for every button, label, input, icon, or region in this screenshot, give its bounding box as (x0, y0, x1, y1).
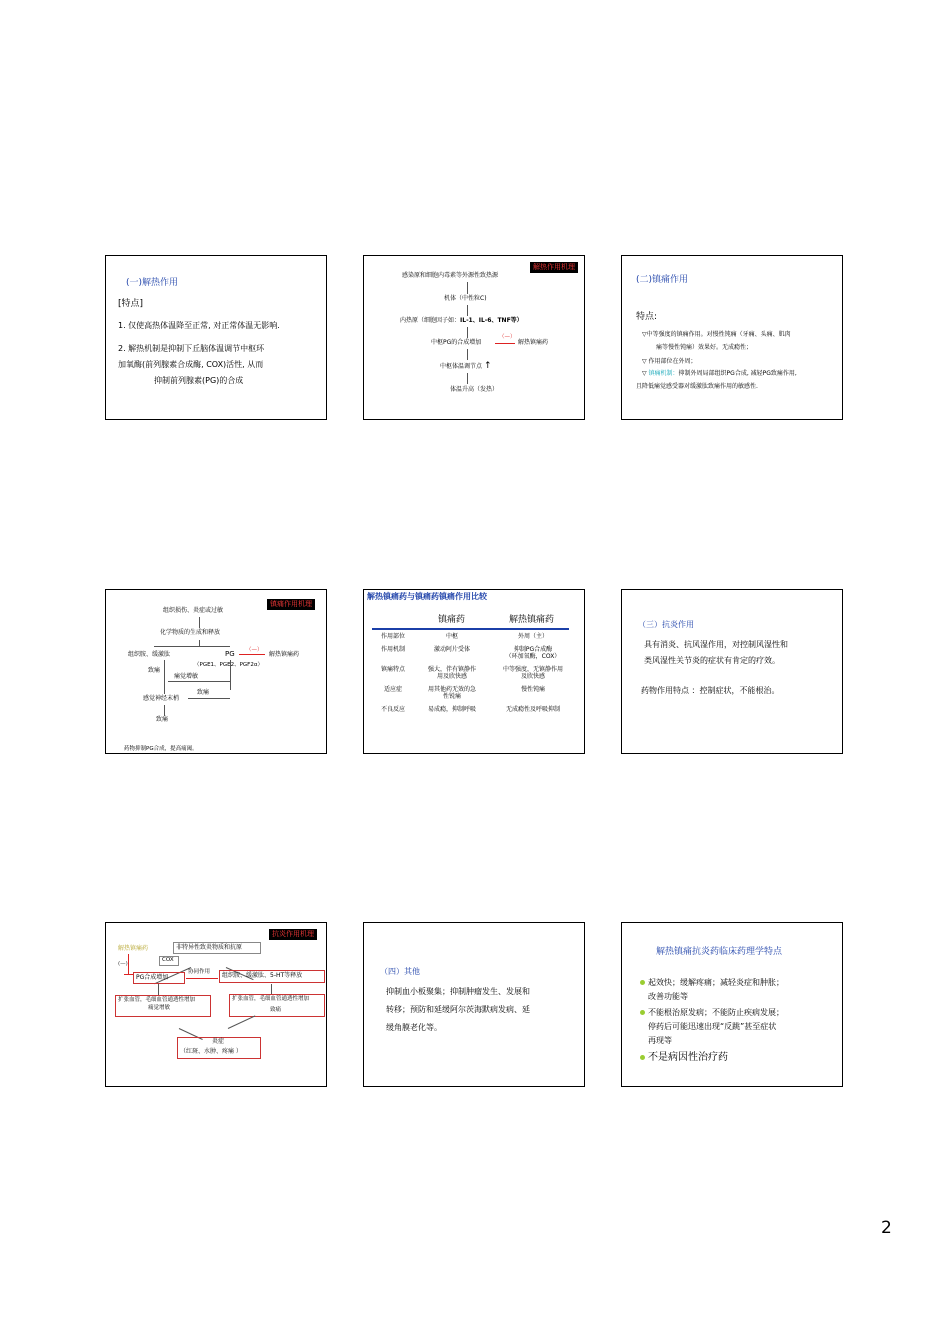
slide-analgesic (621, 255, 843, 420)
inhibit-arrow (239, 654, 265, 655)
arrow-line (164, 705, 165, 716)
cell-opioid: 中枢 (445, 633, 458, 640)
cytokines: IL-1、IL-6、TNF等） (460, 317, 523, 324)
node-nerve-ending: 感觉神经末梢 (143, 695, 180, 702)
slide-title: （四）其他 (380, 967, 420, 976)
pain-label-2: 致痛 (197, 689, 210, 696)
bullet-1 (640, 977, 784, 988)
slide-title: (一)解热作用 (126, 278, 179, 288)
table-row (372, 644, 576, 664)
inhibit-mark: （—） (246, 647, 263, 653)
point-1: 1. 仅使高热体温降至正常, 对正常体温无影响. (118, 321, 280, 330)
bullet-2: ▽ 作用部位在外周； (642, 358, 697, 365)
slide-other-effects (363, 922, 585, 1087)
point-2-line3: 抑制前列腺素(PG)的合成 (154, 376, 244, 385)
row-label: 镇痛特点 (380, 666, 405, 673)
arrow-line (199, 617, 200, 628)
inhibit-line (128, 954, 129, 974)
row-label: 适应症 (383, 686, 402, 693)
cell-opioid: 强大，伴有镇静作 用及欣快感 (427, 666, 476, 680)
node-pain: 致痛 (156, 716, 169, 723)
synergy-arrow (186, 978, 218, 979)
arrow-line (164, 660, 165, 694)
bullet-3-text: 不是病因性治疗药 (648, 1052, 728, 1063)
branch-line (154, 646, 230, 647)
arrow-line (228, 1015, 256, 1029)
bullet-dot-icon (640, 1010, 645, 1015)
node-pg: PG合成增加 (136, 974, 169, 981)
para-2: 药物作用特点 ：控制症状，不能根治。 (641, 686, 780, 695)
cell-opioid: 易成瘾，抑制呼吸 (427, 706, 476, 713)
comparison-table (372, 631, 576, 717)
para-1-line2: 类风湿性关节炎的症状有肯定的疗效。 (644, 656, 780, 665)
page-number: 2 (881, 1218, 892, 1238)
cox-label: COX (162, 957, 174, 963)
point-2-line2: 加氧酶(前列腺素合成酶, COX)活性, 从而 (118, 360, 264, 369)
pg-types-alpha: α (253, 662, 258, 668)
bullet-1-line1: 起效快；缓解疼痛；减轻炎症和肿胀； (648, 978, 784, 987)
footnote: 药物抑制PG合成，提高痛阈。 (124, 746, 198, 752)
row-label: 作用部位 (380, 633, 405, 640)
effect-1-line1: 扩张血管，毛细血管通透性增加 (118, 997, 196, 1003)
drug-label: 解热镇痛药 (269, 651, 300, 658)
node-histamine: 组织胺、缓激肽 (128, 651, 171, 658)
comparison-table-body (372, 631, 576, 717)
slide-anti-inflammatory-mechanism (105, 922, 327, 1087)
node-pg: PG (225, 650, 235, 658)
node-mediators-text: 组织胺、缓激肽、5-HT等释放 (222, 972, 303, 979)
bullet-3-line1 (642, 370, 797, 378)
line-3: 缓角膜老化等。 (386, 1023, 442, 1032)
cell-opioid: 激动阿片受体 (433, 646, 470, 653)
effect-2-line2: 致痛 (270, 1007, 282, 1013)
drug-label: 解热镇痛药 (518, 339, 549, 346)
bullet-3-line2: 且降低痛觉感受器对缓激肽致痛作用的敏感性. (636, 383, 758, 390)
slide-title: （三）抗炎作用 (638, 620, 694, 629)
para-1-line1: 具有消炎、抗风湿作用，对控制风湿性和 (644, 640, 788, 649)
point-2-line1: 2. 解热机制是抑制下丘脑体温调节中枢环 (118, 344, 265, 353)
slide-anti-inflammatory (621, 589, 843, 754)
node-set-point-text: 中枢体温调节点 (440, 363, 483, 370)
pain-label-1: 致痛 (148, 667, 161, 674)
mechanism-tag: 抗炎作用机理 (269, 929, 317, 940)
slide-title: 解热镇痛抗炎药临床药理学特点 (656, 947, 783, 957)
slide-clinical-features (621, 922, 843, 1087)
cell-nsaid: 外周（主） (517, 633, 548, 640)
up-arrow-icon: ↑ (483, 361, 492, 371)
slide-title: 解热镇痛药与镇痛药镇痛作用比较 (367, 592, 487, 601)
table-row (372, 664, 576, 684)
table-row (372, 631, 576, 644)
bullet-2-line2: 停药后可能迅速出现“反跳”甚至症状 (648, 1022, 777, 1031)
cell-nsaid: 抑制PG合成酶 （环加氧酶，COX） (505, 646, 561, 660)
arrow-line (467, 282, 468, 294)
cell-nsaid: 慢性钝痛 (520, 686, 545, 693)
column-header-opioid: 镇痛药 (438, 615, 466, 625)
arrow-line (158, 984, 159, 995)
effect-1-line2: 痛觉增敏 (148, 1005, 171, 1011)
bullet-3-symbol: ▽ (642, 370, 649, 377)
bullet-1-line1: ▽中等强度的镇痛作用。对慢性钝痛（牙痛、头痛、肌肉 (642, 331, 791, 338)
slide-antipyretic (105, 255, 327, 420)
bullet-dot-icon (640, 980, 645, 985)
mechanism-tag: 镇痛作用机理 (267, 599, 315, 610)
slide-analgesic-mechanism (105, 589, 327, 754)
table-row (372, 684, 576, 704)
bullet-dot-icon (640, 1055, 645, 1060)
effect-2-line1: 扩张血管，毛细血管通透性增加 (232, 996, 310, 1002)
arrow-line (467, 349, 468, 360)
arrow-line (230, 660, 231, 690)
inhibit-mark: （—） (499, 334, 516, 340)
row-label: 不良反应 (380, 706, 405, 713)
node-central-pg: 中枢PG的合成增加 (431, 339, 482, 346)
bullet-2 (640, 1007, 784, 1018)
arrow-line (467, 305, 468, 316)
synergy-label: 协同作用 (188, 969, 211, 975)
sensitization-label: 痛觉增敏 (174, 673, 199, 680)
node-body: 机体（中性粒C) (444, 295, 487, 302)
slide-comparison-table (363, 589, 585, 754)
cell-opioid: 用其他药无效的急 性锐痛 (427, 686, 476, 700)
arrow-line (271, 984, 272, 994)
bullet-2-line3: 再现等 (648, 1036, 672, 1045)
node-pyrogen: 感染原和细胞内毒素等外源性致热源 (402, 272, 499, 279)
line-2: 转移；预防和延缓阿尔茨海默病发病、延 (386, 1005, 530, 1014)
node-stimulus: 非特异性致炎物质和抗原 (176, 944, 243, 951)
arrow-line (467, 373, 468, 384)
mechanism-tag: 解热作用机理 (530, 262, 578, 273)
table-row (372, 704, 576, 717)
feature-heading: [特点] (118, 299, 144, 309)
cell-nsaid: 中等强度，无镇静作用 及欣快感 (502, 666, 563, 680)
slide-antipyretic-mechanism (363, 255, 585, 420)
node-fever: 体温升高（发热） (450, 386, 499, 393)
header-rule (372, 628, 569, 630)
bullet-1-line2: 痛等慢性钝痛）效果好。无成瘾性； (656, 344, 753, 351)
bullet-3 (640, 1051, 728, 1064)
row-label: 作用机制 (380, 646, 405, 653)
bullet-3-text: 抑制外周局部组织PG合成, 减轻PG致痛作用, (678, 370, 797, 377)
inflammation-signs: （红斑、水肿、疼痛 ） (180, 1048, 242, 1055)
drug-label: 解热镇痛药 (118, 945, 149, 952)
node-endogenous-pyrogen (400, 317, 523, 325)
feature-heading: 特点: (636, 312, 658, 322)
bullet-2-line1: 不能根治原发病；不能防止疾病发展； (648, 1008, 784, 1017)
column-header-nsaid: 解热镇痛药 (509, 615, 555, 625)
pg-types-end: ） (257, 662, 264, 668)
slide-title: (二)镇痛作用 (636, 275, 689, 285)
inhibit-bar (124, 974, 133, 975)
node-set-point (440, 362, 491, 371)
inhibit-mark: (—) (118, 961, 128, 967)
inflammation-label: 炎症 (212, 1038, 225, 1045)
node-mediators (222, 972, 302, 980)
node-chemical-release: 化学物质的生成和释放 (160, 629, 221, 636)
cell-nsaid: 无成瘾性及呼吸抑制 (505, 706, 560, 713)
inhibit-arrow (495, 343, 515, 344)
node-tissue-injury: 组织损伤、炎症或过敏 (163, 607, 224, 614)
arrow-line (168, 681, 230, 682)
arrow-line (188, 698, 230, 699)
node-endogenous-pyrogen-a: 内热原（细胞因子如： (400, 317, 461, 324)
bullet-3-highlight: 镇痛机制： (648, 370, 679, 377)
bullet-1-line2: 改善功能等 (648, 992, 688, 1001)
line-1: 抑制血小板聚集；抑制肿瘤发生、发展和 (386, 987, 530, 996)
pg-types (194, 662, 263, 669)
pg-types-a: （PGE1、PGE2、PGF2 (194, 662, 254, 668)
arrow-line (467, 327, 468, 338)
